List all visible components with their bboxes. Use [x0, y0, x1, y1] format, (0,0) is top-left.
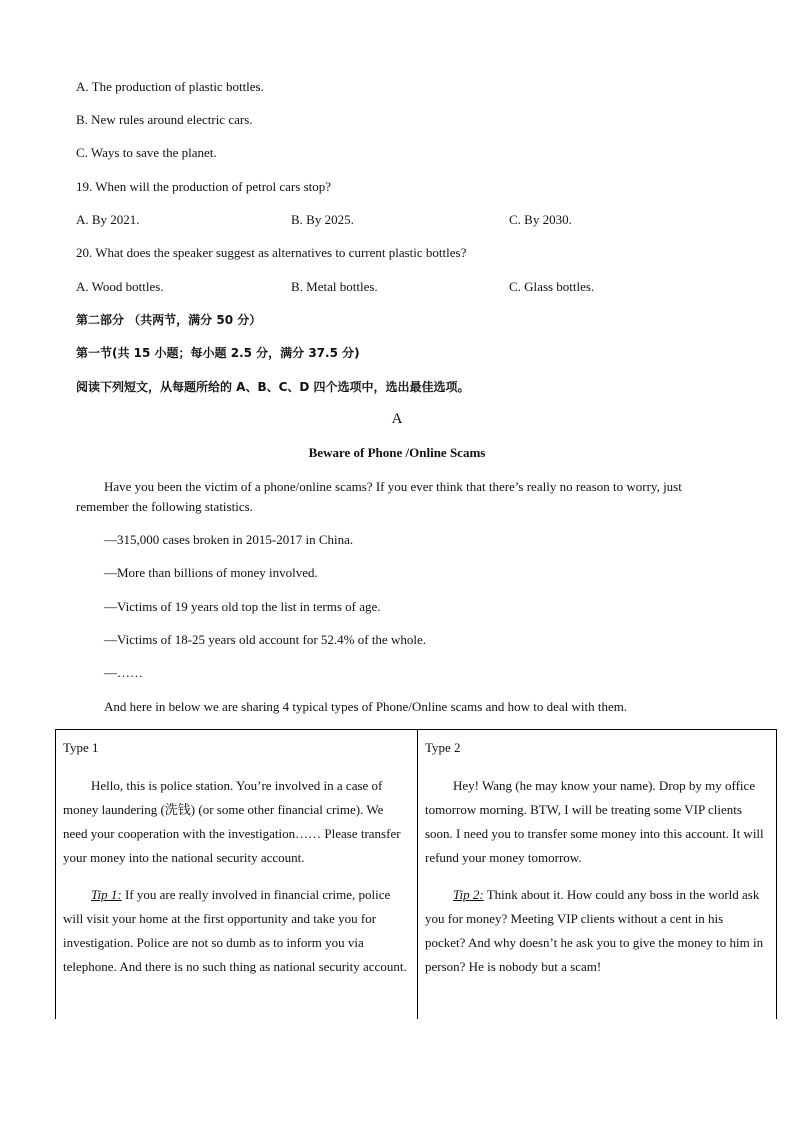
tip-1-label: Tip 1: — [91, 887, 122, 902]
q19-option-b: B. By 2025. — [291, 212, 354, 227]
scam-type-1-body: Hello, this is police station. You’re involved in a case of money laundering (洗钱) (or some other financial crime). We need your cooperation with the investigation…… Please transfer your money into the national security account. — [63, 778, 401, 865]
scam-type-1-tip — [63, 883, 407, 979]
stat-item: —315,000 cases broken in 2015-2017 in China. — [104, 532, 354, 547]
q19-option-a: A. By 2021. — [76, 212, 140, 227]
part-heading: 第二部分 （共两节，满分 50 分） — [76, 313, 262, 327]
stat-item: —…… — [104, 665, 143, 680]
stat-item: —Victims of 18-25 years old account for 52.4% of the whole. — [104, 632, 426, 647]
scam-type-2-cell — [418, 730, 776, 1019]
scam-type-2-tip — [425, 883, 766, 979]
scam-type-1-label: Type 1 — [63, 740, 99, 755]
tip-2-text: Think about it. How could any boss in the world ask you for money? Meeting VIP clients without a cent in his pocket? And why doesn’t he ask you to give the money to him in person? He is nobody but a scam! — [425, 887, 764, 974]
q18-option-a: A. The production of plastic bottles. — [76, 79, 264, 94]
q20-option-a: A. Wood bottles. — [76, 279, 164, 294]
scam-type-1-cell — [56, 730, 417, 1019]
subsection-heading: 第一节(共 15 小题；每小题 2.5 分，满分 37.5 分) — [76, 346, 360, 360]
q20-option-b: B. Metal bottles. — [291, 279, 378, 294]
passage-lead: And here in below we are sharing 4 typical types of Phone/Online scams and how to deal with them. — [104, 699, 628, 714]
passage-letter: A — [391, 411, 403, 427]
tip-1-text: If you are really involved in financial crime, police will visit your home at the first opportunity and take you for investigation. Police are not so dumb as to inform you via telephone. And there is no such thing as national security account. — [63, 887, 407, 974]
q20-stem: 20. What does the speaker suggest as alternatives to current plastic bottles? — [76, 245, 467, 260]
q18-option-b: B. New rules around electric cars. — [76, 112, 253, 127]
passage-intro: Have you been the victim of a phone/online scams? If you ever think that there’s really no reason to worry, just remember the following statistics. — [76, 479, 682, 514]
stat-item: —More than billions of money involved. — [104, 565, 318, 580]
stat-item: —Victims of 19 years old top the list in terms of age. — [104, 599, 381, 614]
scam-type-2-label: Type 2 — [425, 740, 461, 755]
passage-title: Beware of Phone /Online Scams — [308, 445, 486, 460]
q20-option-c: C. Glass bottles. — [509, 279, 595, 294]
q19-stem: 19. When will the production of petrol cars stop? — [76, 179, 332, 194]
instruction: 阅读下列短文，从每题所给的 A、B、C、D 四个选项中，选出最佳选项。 — [76, 380, 470, 394]
scam-types-table — [55, 729, 777, 1019]
q18-option-c: C. Ways to save the planet. — [76, 145, 217, 160]
q19-option-c: C. By 2030. — [509, 212, 572, 227]
scam-type-2-body: Hey! Wang (he may know your name). Drop by my office tomorrow morning. BTW, I will be treating some VIP clients soon. I need you to transfer some money into this account. It will refund your money tomorrow. — [425, 778, 764, 865]
tip-2-label: Tip 2: — [453, 887, 484, 902]
